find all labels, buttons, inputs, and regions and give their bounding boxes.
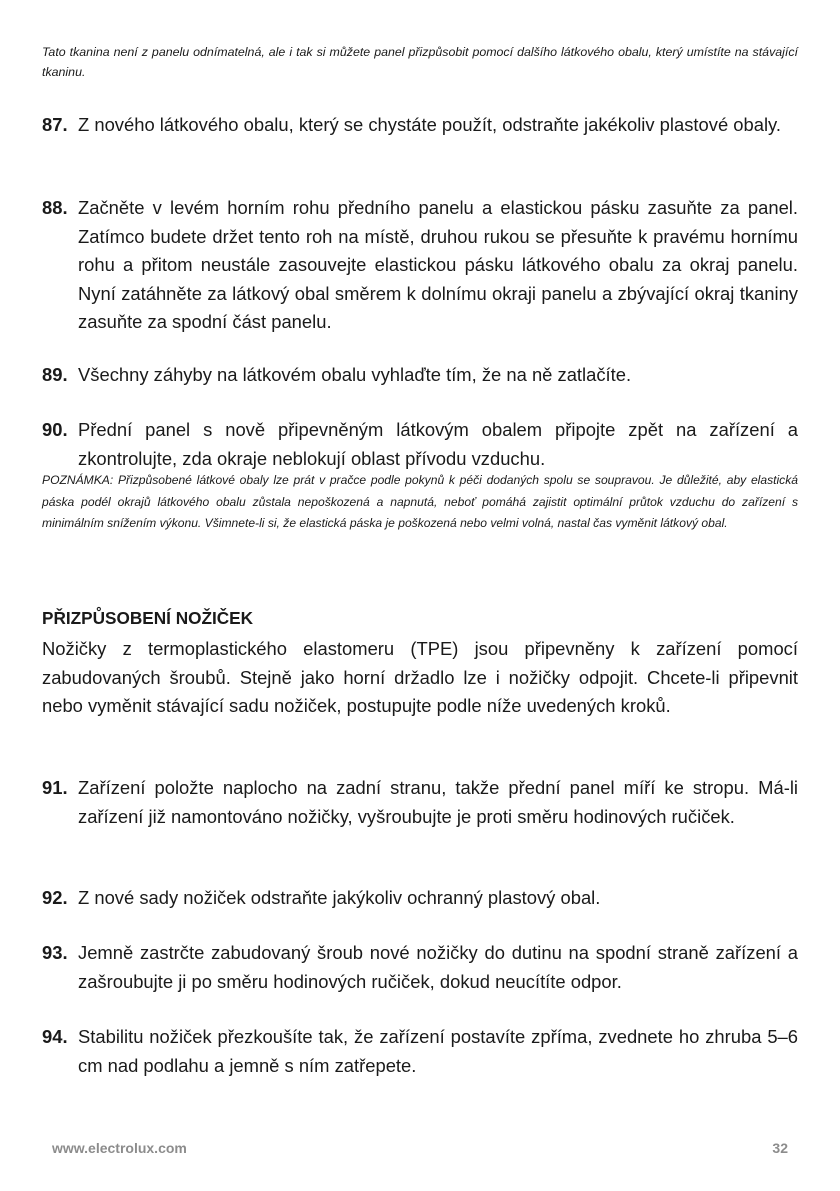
- step-text: Všechny záhyby na látkovém obalu vyhlaďte tím, že na ně zatlačíte.: [78, 364, 632, 385]
- intro-note: Tato tkanina není z panelu odnímatelná, ale i tak si můžete panel přizpůsobit pomocí dalšího látkového obalu, který umístíte na stávající tkaninu.: [42, 45, 798, 79]
- step-number: 94.: [42, 1026, 68, 1047]
- step-number: 89.: [42, 364, 68, 385]
- step-text: Z nového látkového obalu, který se chystáte použít, odstraňte jakékoliv plastové obaly.: [78, 114, 781, 135]
- page-number: 32: [772, 1140, 788, 1156]
- step-90: [42, 416, 798, 473]
- step-text: Přední panel s nově připevněným látkovým obalem připojte zpět na zařízení a zkontrolujte, zda okraje neblokují oblast přívodu vzduchu.: [78, 419, 798, 469]
- step-number: 91.: [42, 777, 68, 798]
- step-number: 93.: [42, 942, 68, 963]
- step-number: 88.: [42, 197, 68, 218]
- step-91: [42, 774, 798, 831]
- step-number: 92.: [42, 887, 68, 908]
- step-number: 90.: [42, 419, 68, 440]
- section-body: Nožičky z termoplastického elastomeru (TPE) jsou připevněny k zařízení pomocí zabudovaných šroubů. Stejně jako horní držadlo lze i nožičky odpojit. Chcete-li připevnit nebo vyměnit stávající sadu nožiček, postupujte podle níže uvedených kroků.: [42, 638, 798, 716]
- step-87: [42, 111, 822, 140]
- document-page: [42, 0, 798, 1191]
- step-text: Z nové sady nožiček odstraňte jakýkoliv ochranný plastový obal.: [78, 887, 601, 908]
- step-89: [42, 361, 798, 390]
- step-text: Začněte v levém horním rohu předního panelu a elastickou pásku zasuňte za panel. Zatímco budete držet tento roh na místě, druhou rukou se přesuňte k pravému hornímu rohu a přitom neustále zasouvejte elastickou pásku látkového obalu za okraj panelu. Nyní zatáhněte za látkový obal směrem k dolnímu okraji panelu a zbývající okraj tkaniny zasuňte za spodní část panelu.: [78, 197, 798, 332]
- step-text: Jemně zastrčte zabudovaný šroub nové nožičky do dutinu na spodní straně zařízení a zašroubujte ji po směru hodinových ručiček, dokud neucítíte odpor.: [78, 942, 798, 992]
- step-92: [42, 884, 798, 913]
- step-93: [42, 939, 798, 996]
- step-number: 87.: [42, 114, 68, 135]
- step-text: Zařízení položte naplocho na zadní stranu, takže přední panel míří ke stropu. Má-li zařízení již namontováno nožičky, vyšroubujte je proti směru hodinových ručiček.: [78, 777, 798, 827]
- step-94: [42, 1023, 798, 1080]
- step-88: [42, 194, 798, 337]
- footer-website-link[interactable]: www.electrolux.com: [52, 1140, 187, 1156]
- care-note: POZNÁMKA: Přizpůsobené látkové obaly lze prát v pračce podle pokynů k péči dodaných spolu se soupravou. Je důležité, aby elastická páska podél okrajů látkového obalu zůstala nepoškozená a napnutá, neboť pomáhá zajistit optimální průtok vzduchu do zařízení s minimálním snížením výkonu. Všimnete-li si, že elastická páska je poškozená nebo velmi volná, nastal čas vyměnit látkový obal.: [42, 473, 798, 530]
- section-heading: PŘIZPŮSOBENÍ NOŽIČEK: [42, 608, 254, 628]
- step-text: Stabilitu nožiček přezkoušíte tak, že zařízení postavíte zpříma, zvednete ho zhruba 5–6 cm nad podlahu a jemně s ním zatřepete.: [78, 1026, 798, 1076]
